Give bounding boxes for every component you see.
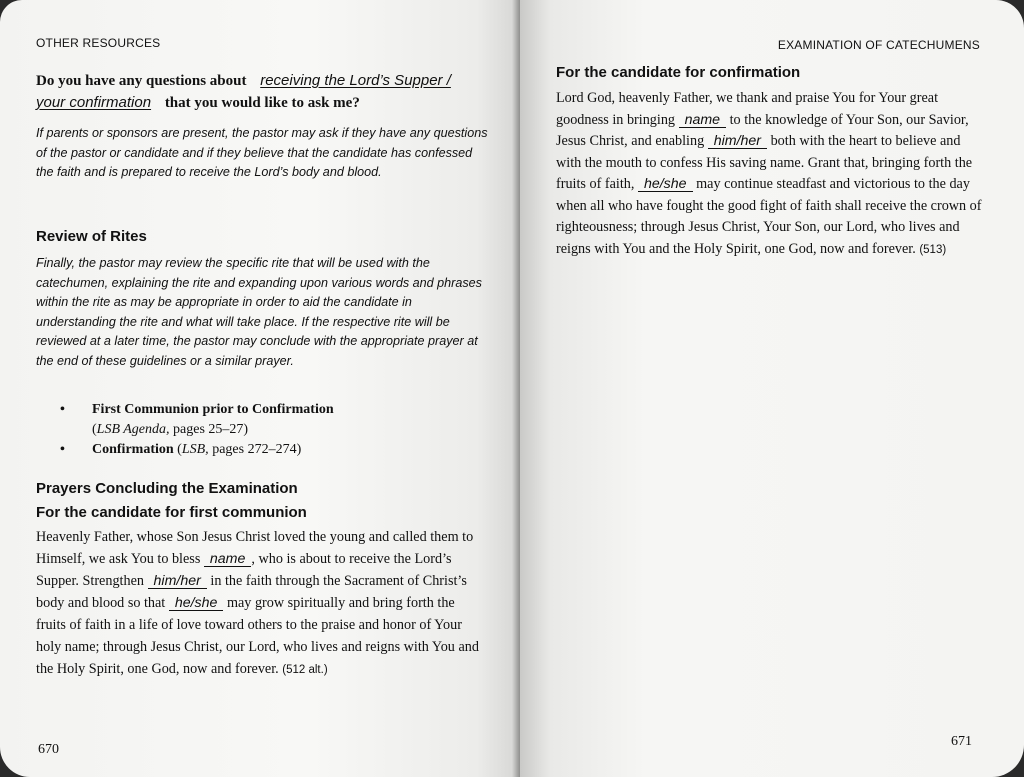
list-item: • First Communion prior to Confirmation (LSB Agenda, pages 25–27)	[60, 402, 334, 437]
fill-blank-pronoun: he/she	[169, 596, 224, 611]
prayer-text: Heavenly Father, whose Son Jesus Christ loved the young and called them to Himself, we ask You to bless	[36, 529, 474, 567]
rite-name: Confirmation	[92, 442, 174, 457]
question-text-end: that you would like to ask me?	[164, 95, 360, 111]
fill-blank-confirmation: your confirmation	[36, 94, 152, 111]
rite-list	[60, 400, 480, 460]
bullet-icon: •	[60, 442, 65, 457]
rite-pages: pages 272–274)	[208, 442, 302, 457]
rite-name: First Communion prior to Confirmation	[92, 402, 334, 417]
review-of-rites-heading: Review of Rites	[36, 228, 147, 245]
fill-blank-name: name	[679, 113, 727, 128]
page-number-left: 670	[38, 742, 59, 757]
prayer-text: may continue steadfast and victorious to the day when all who have fought the good fight of faith shall receive the crown of righteousness; through Jesus Christ, Your Son, our Lord, who lives and reigns with You and the Holy Spirit, one God, now and forever.	[556, 176, 982, 257]
fill-blank-pronoun: him/her	[148, 574, 207, 589]
rite-book: LSB Agenda,	[96, 422, 170, 437]
prayers-heading: Prayers Concluding the Examination	[36, 480, 298, 497]
prayer-text: may grow spiritually and bring forth the fruits of faith in a life of love toward others to the praise and honor of Your holy name; through Jesus Christ, our Lord, who lives and reigns with You and the Holy Spirit, one God, now and forever.	[36, 595, 479, 677]
first-communion-prayer	[36, 526, 486, 681]
prayer-text: in the faith through the Sacrament of Christ’s body and blood so that	[36, 573, 467, 611]
question-heading	[36, 70, 486, 114]
fill-blank-supper: receiving the Lord’s Supper /	[260, 72, 451, 89]
right-page	[520, 0, 1024, 777]
prayer-text: to the knowledge of Your Son, our Savior, Jesus Christ, and enabling	[556, 111, 969, 149]
running-head-right: EXAMINATION OF CATECHUMENS	[777, 38, 980, 52]
prayer-reference: (512 alt.)	[282, 664, 328, 676]
rite-book: LSB,	[181, 442, 209, 457]
bullet-icon: •	[60, 402, 65, 417]
question-text-start: Do you have any questions about	[36, 73, 247, 89]
prayer-text: both with the heart to believe and with the mouth to confess His saving name. Grant that, bringing forth the fruits of faith,	[556, 133, 973, 192]
intro-instruction: If parents or sponsors are present, the pastor may ask if they have any questions of the pastor or candidate and if they believe that the candidate has confessed the faith and is prepared to receive the Lord’s body and blood.	[36, 126, 488, 179]
confirmation-prayer	[556, 88, 984, 261]
review-instruction: Finally, the pastor may review the specific rite that will be used with the catechumen, explaining the rite and expanding upon various words and phrases within the rite as may be appropriate in order to aid the candidate in understanding the rite and what will take place. If the respective rite will be reviewed at a later time, the pastor may conclude with the appropriate prayer at the end of these guidelines or a similar prayer.	[36, 256, 482, 368]
list-item: • Confirmation (LSB, pages 272–274)	[60, 440, 480, 460]
prayer-text: , who is about to receive the Lord’s Supper. Strengthen	[36, 551, 452, 589]
fill-blank-pronoun: he/she	[638, 177, 693, 192]
confirmation-heading: For the candidate for confirmation	[556, 64, 801, 81]
first-communion-heading: For the candidate for first communion	[36, 504, 307, 521]
running-head-left: OTHER RESOURCES	[36, 36, 161, 50]
page-number-right: 671	[951, 734, 972, 749]
fill-blank-name: name	[204, 552, 252, 567]
prayer-reference: (513)	[919, 243, 947, 256]
prayer-text: Lord God, heavenly Father, we thank and praise You for Your great goodness in bringing	[556, 90, 939, 128]
fill-blank-pronoun: him/her	[708, 134, 767, 149]
rite-pages: pages 25–27)	[169, 422, 249, 437]
